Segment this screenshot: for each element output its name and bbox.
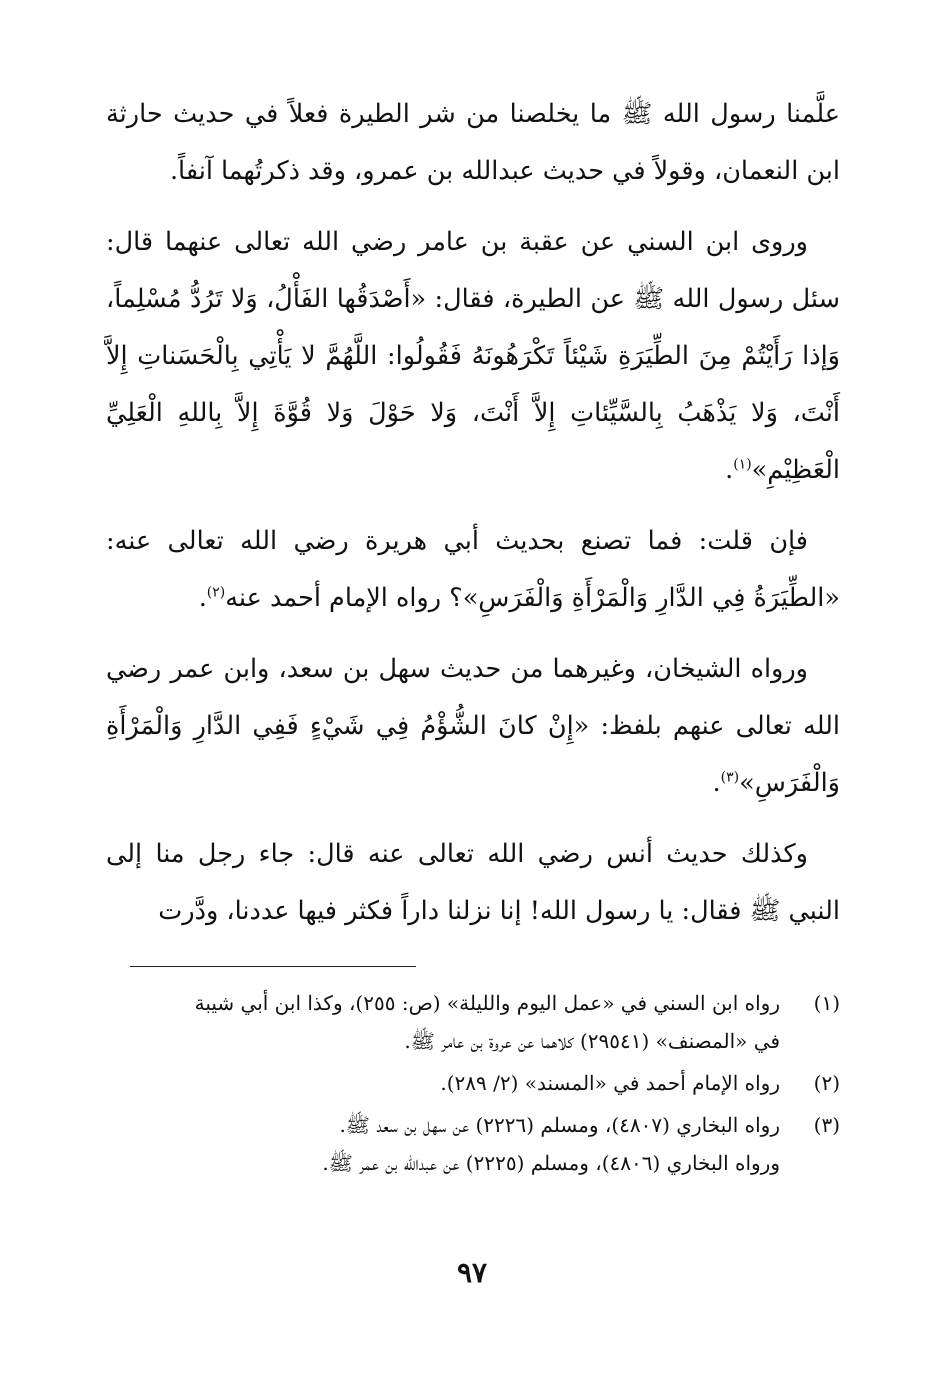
footnote-2: [106, 1064, 840, 1102]
footnote-3-line-1: رواه البخاري (٤٨٠٧)، ومسلم (٢٢٢٦) عن سهل بن سعد ﷺ.: [339, 1113, 780, 1137]
paragraph-4-text: ورواه الشيخان، وغيرهما من حديث سهل بن سعد، وابن عمر رضي الله تعالى عنهم بلفظ: «إِنْ كانَ الشُّؤْمُ فِي شَيْءٍ فَفِي الدَّارِ وَالْمَرْأَةِ وَالْفَرَسِ»: [106, 654, 840, 798]
paragraph-2-text: وروى ابن السني عن عقبة بن عامر رضي الله تعالى عنهما قال: سئل رسول الله ﷺ عن الطيرة، فقال: «أَصْدَقُها الفَأْلُ، وَلا تَرُدُّ مُسْلِماً، وَإذا رَأَيْتُمْ مِنَ الطِّيَرَةِ شَيْئاً تَكْرَهُونَهُ فَقُولُوا: اللَّهُمَّ لا يَأْتِي بِالْحَسَناتِ إِلاَّ أَنْتَ، وَلا يَذْهَبُ بِالسَّيِّئاتِ إِلاَّ أَنْتَ، وَلا حَوْلَ وَلا قُوَّةَ إِلاَّ بِاللهِ الْعَلِيِّ الْعَظِيْمِ»: [106, 227, 840, 485]
footnote-1-text: [106, 984, 780, 1060]
footnote-1-line-1: رواه ابن السني في «عمل اليوم والليلة» (ص: ٢٥٥)، وكذا ابن أبي شيبة: [194, 991, 780, 1015]
footnote-3: [106, 1106, 840, 1182]
paragraph-5: [106, 826, 840, 940]
footnote-2-number: (٢): [813, 1071, 840, 1095]
main-text: [106, 86, 840, 954]
paragraph-3-end: .: [198, 583, 207, 613]
footnote-3-line-2: ورواه البخاري (٤٨٠٦)، ومسلم (٢٢٢٥) عن عبدالله بن عمر ﷺ.: [322, 1151, 780, 1175]
footnote-ref-3[interactable]: (٣): [720, 769, 740, 786]
page-number: ٩٧: [456, 1256, 488, 1289]
paragraph-2-end: .: [725, 455, 734, 485]
paragraph-4-end: .: [712, 768, 721, 798]
footnote-ref-2[interactable]: (٢): [206, 584, 226, 601]
footnote-1: [106, 984, 840, 1060]
paragraph-2: [106, 214, 840, 499]
paragraph-4: [106, 641, 840, 812]
footnote-3-text: [106, 1106, 780, 1182]
footnote-2-line-1: رواه الإمام أحمد في «المسند» (٢/ ٢٨٩).: [440, 1071, 780, 1095]
footnote-divider: [130, 966, 416, 967]
paragraph-1-text: علَّمنا رسول الله ﷺ ما يخلصنا من شر الطيرة فعلاً في حديث حارثة ابن النعمان، وقولاً في حديث عبدالله بن عمرو، وقد ذكرتُهما آنفاً.: [106, 99, 840, 186]
paragraph-3: [106, 513, 840, 627]
footnote-1-number: (١): [813, 991, 840, 1015]
footnote-ref-1[interactable]: (١): [733, 456, 752, 473]
footnote-3-number: (٣): [813, 1113, 840, 1137]
footnote-1-line-2: في «المصنف» (٢٩٥٤١) كلاهما عن عروة بن عامر ﷺ.: [404, 1029, 780, 1053]
paragraph-1: [106, 86, 840, 200]
paragraph-5-text: وكذلك حديث أنس رضي الله تعالى عنه قال: جاء رجل منا إلى النبي ﷺ فقال: يا رسول الله! إنا نزلنا داراً فكثر فيها عددنا، ودَّرت: [106, 839, 840, 926]
footnote-2-text: [106, 1064, 780, 1102]
footnotes: [106, 984, 840, 1186]
paragraph-3-text: فإن قلت: فما تصنع بحديث أبي هريرة رضي الله تعالى عنه: «الطِّيَرَةُ فِي الدَّارِ وَالْمَرْأَةِ وَالْفَرَسِ»؟ رواه الإمام أحمد عنه: [106, 526, 840, 613]
